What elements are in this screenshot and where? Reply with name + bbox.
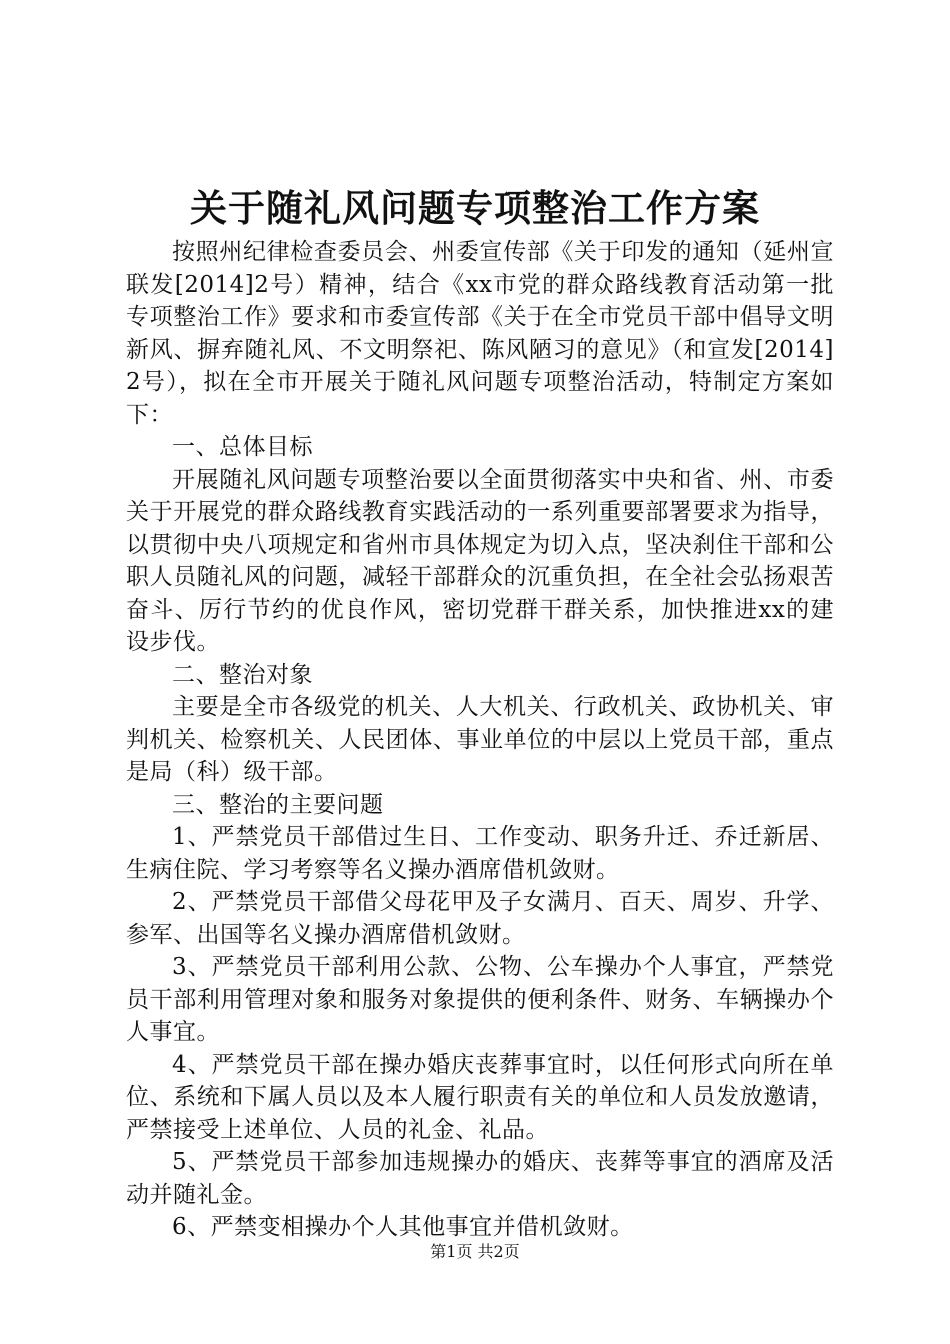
problem-item-4: 4、严禁党员干部在操办婚庆丧葬事宜时，以任何形式向所在单位、系统和下属人员以及本人履行职责有关的单位和人员发放邀请，严禁接受上述单位、人员的礼金、礼品。 (126, 1051, 834, 1143)
document-title: 关于随礼风问题专项整治工作方案 (190, 186, 760, 230)
document-body (126, 236, 834, 1244)
section-heading-problems: 三、整治的主要问题 (172, 791, 384, 818)
intro-paragraph: 按照州纪律检查委员会、州委宣传部《关于印发的通知（延州宣联发[2014]2号）精神，结合《xx市党的群众路线教育活动第一批专项整治工作》要求和市委宣传部《关于在全市党员干部中倡导文明新风、摒弃随礼风、不文明祭祀、陈风陋习的意见》（和宣发[2014]2号），拟在全市开展关于随礼风问题专项整治活动，特制定方案如下： (126, 239, 834, 428)
section-paragraph-targets: 主要是全市各级党的机关、人大机关、行政机关、政协机关、审判机关、检察机关、人民团体、事业单位的中层以上党员干部，重点是局（科）级干部。 (126, 694, 834, 785)
page-footer: 第1页 共2页 (430, 1242, 520, 1261)
section-paragraph-goal: 开展随礼风问题专项整治要以全面贯彻落实中央和省、州、市委关于开展党的群众路线教育实践活动的一系列重要部署要求为指导，以贯彻中央八项规定和省州市具体规定为切入点，坚决刹住干部和公职人员随礼风的问题，减轻干部群众的沉重负担，在全社会弘扬艰苦奋斗、厉行节约的优良作风，密切党群干群关系，加快推进xx的建设步伐。 (126, 466, 834, 655)
section-heading-goal: 一、总体目标 (172, 434, 313, 460)
problem-item-2: 2、严禁党员干部借父母花甲及子女满月、百天、周岁、升学、参军、出国等名义操办酒席借机敛财。 (126, 889, 834, 948)
problem-item-1: 1、严禁党员干部借过生日、工作变动、职务升迁、乔迁新居、生病住院、学习考察等名义操办酒席借机敛财。 (126, 824, 834, 883)
problem-item-3: 3、严禁党员干部利用公款、公物、公车操办个人事宜，严禁党员干部利用管理对象和服务对象提供的便利条件、财务、车辆操办个人事宜。 (126, 954, 834, 1045)
problem-item-5: 5、严禁党员干部参加违规操办的婚庆、丧葬等事宜的酒席及活动并随礼金。 (126, 1149, 834, 1208)
section-heading-targets: 二、整治对象 (172, 661, 313, 688)
problem-item-6: 6、严禁变相操办个人其他事宜并借机敛财。 (172, 1214, 634, 1240)
